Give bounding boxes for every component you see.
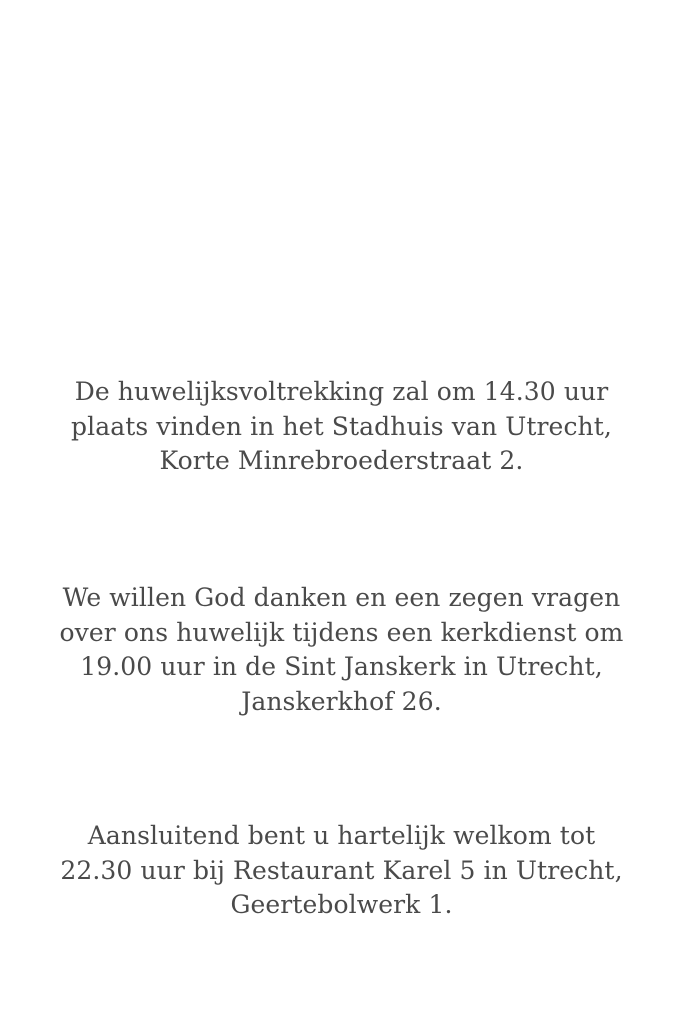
paragraph-line: 19.00 uur in de Sint Janskerk in Utrecht, <box>80 652 603 681</box>
reception-paragraph <box>0 819 683 923</box>
church-service-paragraph <box>0 581 683 719</box>
paragraph-line: De huwelijksvoltrekking zal om 14.30 uur <box>74 377 609 406</box>
ceremony-paragraph <box>0 375 683 479</box>
paragraph-line: Janskerkhof 26. <box>241 686 442 716</box>
paragraph-line: Geertebolwerk 1. <box>230 890 453 919</box>
paragraph-line: plaats vinden in het Stadhuis van Utrecht, <box>71 411 612 441</box>
paragraph-line: Korte Minrebroederstraat 2. <box>159 446 524 475</box>
paragraph-line: We willen God danken en een zegen vragen <box>62 583 621 612</box>
paragraph-line: over ons huwelijk tijdens een kerkdienst om <box>59 617 624 647</box>
paragraph-line: Aansluitend bent u hartelijk welkom tot <box>87 821 596 850</box>
paragraph-line: 22.30 uur bij Restaurant Karel 5 in Utrecht, <box>60 855 623 885</box>
